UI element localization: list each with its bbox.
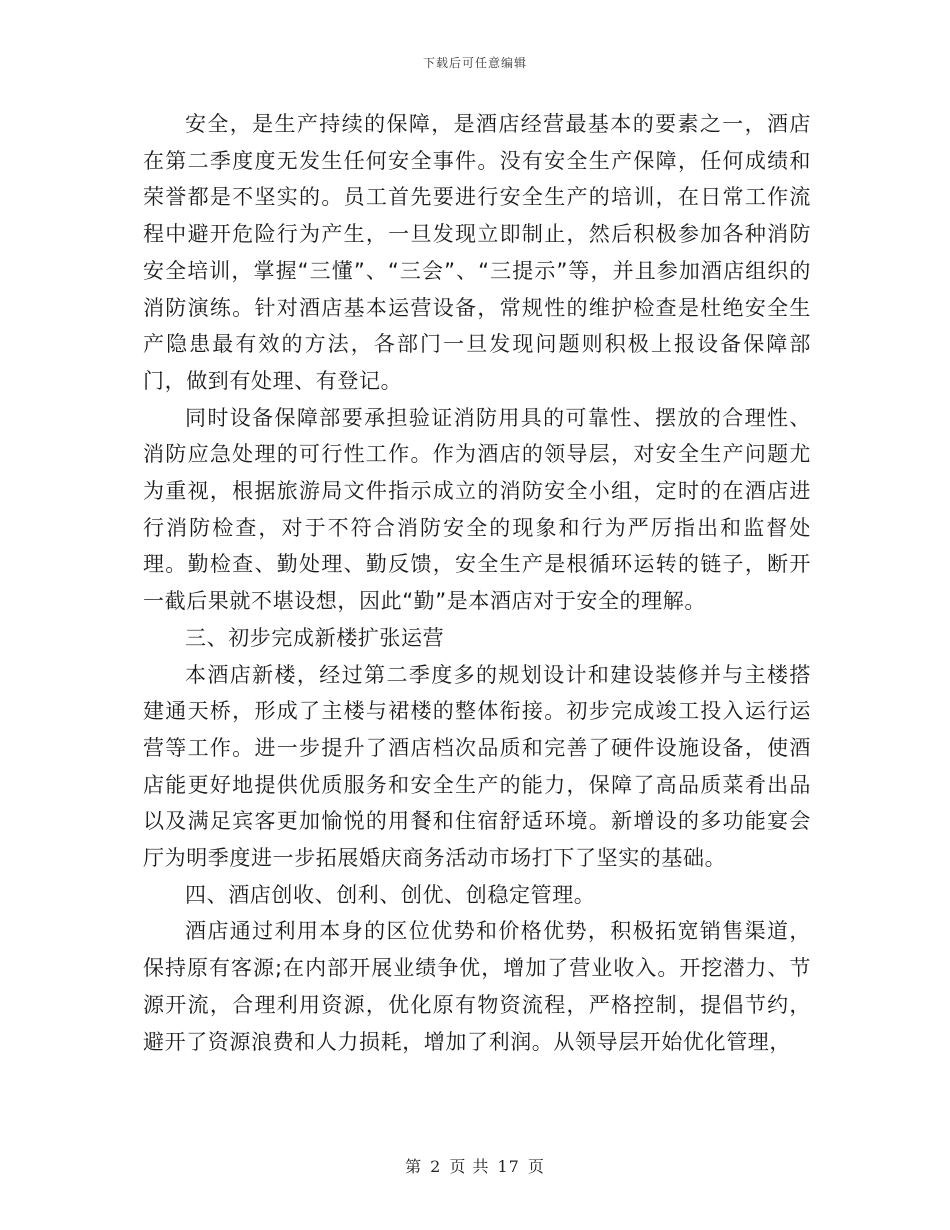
section-heading-management: 四、酒店创收、创利、创优、创稳定管理。 [185, 882, 596, 907]
footer-prefix: 第 [405, 1157, 423, 1176]
footer-middle: 页 共 [449, 1157, 490, 1176]
footer-suffix: 页 [527, 1157, 545, 1176]
paragraph-equipment: 同时设备保障部要承担验证消防用具的可靠性、摆放的合理性、消防应急处理的可行性工作。作为酒店的领导层，对安全生产问题尤为重视，根据旅游局文件指示成立的消防安全小组，定时的在酒店进行消防检查，对于不符合消防安全的现象和行为严厉指出和监督处理。勤检查、勤处理、勤反馈，安全生产是根循环运转的链子，断开一截后果就不堪设想，因此“勤”是本酒店对于安全的理解。 [143, 405, 811, 614]
paragraph-management: 酒店通过利用本身的区位优势和价格优势，积极拓宽销售渠道，保持原有客源;在内部开展业绩争优，增加了营业收入。开挖潜力、节源开流，合理利用资源，优化原有物资流程，严格控制，提倡节约，避开了资源浪费和人力损耗，增加了利润。从领导层开始优化管理， [143, 919, 811, 1054]
paragraph-safety: 安全，是生产持续的保障，是酒店经营最基本的要素之一，酒店在第二季度度无发生任何安全事件。没有安全生产保障，任何成绩和荣誉都是不坚实的。员工首先要进行安全生产的培训，在日常工作流程中避开危险行为产生，一旦发现立即制止，然后积极参加各种消防安全培训，掌握“三懂”、“三会”、“三提示”等，并且参加酒店组织的消防演练。针对酒店基本运营设备，常规性的维护检查是杜绝安全生产隐患最有效的方法，各部门一旦发现问题则积极上报设备保障部门，做到有处理、有登记。 [143, 112, 811, 393]
paragraph-new-building: 本酒店新楼，经过第二季度多的规划设计和建设装修并与主楼搭建通天桥，形成了主楼与裙楼的整体衔接。初步完成竣工投入运行运营等工作。进一步提升了酒店档次品质和完善了硬件设施设备，使酒店能更好地提供优质服务和安全生产的能力，保障了高品质菜肴出品以及满足宾客更加愉悦的用餐和住宿舒适环境。新增设的多功能宴会厅为明季度进一步拓展婚庆商务活动市场打下了坚实的基础。 [143, 662, 811, 871]
section-heading-new-building: 三、初步完成新楼扩张运营 [185, 625, 445, 650]
page-footer [0, 1154, 950, 1177]
footer-page-number: 2 [430, 1157, 442, 1176]
footer-total-pages: 17 [497, 1157, 520, 1176]
document-body [143, 106, 811, 1060]
header-note: 下载后可任意编辑 [422, 56, 527, 70]
